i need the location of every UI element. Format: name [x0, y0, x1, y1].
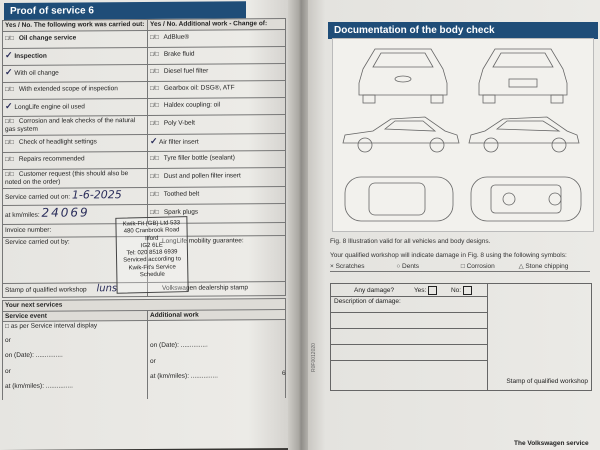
- mileage-value: 24069: [41, 205, 90, 220]
- footer-text: The Volkswagen service: [514, 440, 589, 447]
- work-row: ✓ With oil change: [3, 64, 148, 82]
- symbol-scratches: × Scratches: [330, 263, 365, 270]
- additional-row: □/□ Diesel fuel filter: [148, 63, 286, 81]
- additional-work-cell: on (Date): ............... or at (km/miles): ...............: [148, 320, 286, 399]
- signature: luns: [96, 282, 118, 295]
- longlife-cell: LongLife mobility guarantee:: [148, 235, 286, 282]
- service-event-header: Service event: [3, 310, 148, 322]
- work-row: ✓ LongLife engine oil used: [3, 98, 148, 116]
- tick-mark: ✓: [150, 136, 158, 147]
- description-cell: Description of damage:: [331, 297, 488, 313]
- fig-caption: Fig. 8 Illustration valid for all vehicles and body designs.: [330, 238, 491, 245]
- yes-checkbox[interactable]: [428, 286, 437, 295]
- service-event-cell: □ as per Service interval display or on (Date): ............... or at (km/miles): ...............: [3, 320, 148, 399]
- additional-row: □/□ Tyre filler bottle (sealant): [148, 150, 286, 168]
- work-row: □/□ Customer request (this should also be noted on the order): [3, 168, 148, 188]
- col-left-header: Yes / No. The following work was carried out:: [3, 19, 148, 31]
- stamp-label-cell: Stamp of qualified workshop luns: [3, 282, 148, 297]
- col-right-header: Yes / No. Additional work - Change of:: [148, 19, 286, 30]
- damage-table: [330, 283, 592, 391]
- page-number: 6: [282, 370, 286, 378]
- additional-row: ✓ Air filter insert: [148, 133, 286, 151]
- work-row: □/□ Check of headlight settings: [3, 134, 148, 152]
- next-services-title: Your next services: [3, 299, 286, 311]
- next-services-table: [2, 298, 286, 399]
- work-row: □/□ Corrosion and leak checks of the natural gas system: [3, 115, 148, 135]
- description-line: [331, 345, 488, 361]
- side-code: R0F0012020: [311, 343, 317, 372]
- additional-row: □/□ Spark plugs: [148, 203, 286, 223]
- dealer-stamp-cell: Volkswagen dealership stamp: [148, 281, 286, 296]
- work-row: □/□ With extended scope of inspection: [3, 81, 148, 99]
- workshop-stamp-cell: Stamp of qualified workshop: [488, 284, 592, 391]
- additional-work-header: Additional work: [148, 309, 286, 320]
- car-outlines-illustration: [333, 39, 593, 231]
- page-title: Proof of service 6: [4, 1, 246, 20]
- additional-row: □/□ Haldex coupling: oil: [148, 97, 286, 115]
- work-row: □/□ Repairs recommended: [3, 151, 148, 169]
- tick-mark: ✓: [5, 67, 13, 78]
- symbols-intro: Your qualified workshop will indicate damage in Fig. 8 using the following symbols:: [330, 252, 567, 259]
- symbol-dents: ○ Dents: [396, 263, 420, 270]
- vehicle-diagram: [332, 38, 594, 232]
- left-page: [0, 0, 292, 450]
- additional-row: □/□ Toothed belt: [148, 186, 286, 204]
- body-check-title: Documentation of the body check: [328, 22, 598, 39]
- any-damage-cell: Any damage? Yes: No:: [331, 284, 488, 297]
- workshop-stamp: Kwik-Fit (GB) Ltd 533 480 Cranbrook Road Ilford IG2 6LE Tel: 020 8518 6939 Serviced according to Kwik-Fit's Service Schedule: [115, 216, 188, 294]
- invoice-cell: Invoice number:: [3, 222, 286, 237]
- additional-row: □/□ Gearbox oil: DSG®, ATF: [148, 80, 286, 98]
- service-date-cell: Service carried out on: 1-6-2025: [3, 187, 148, 205]
- additional-row: □/□ AdBlue®: [148, 29, 286, 47]
- service-by-cell: Service carried out by:: [3, 236, 148, 283]
- additional-row: □/□ Brake fluid: [148, 46, 286, 64]
- description-line: [331, 361, 488, 391]
- additional-row: □/□ Dust and pollen filter insert: [148, 167, 286, 187]
- right-page: [308, 0, 600, 450]
- additional-row: □/□ Poly V-belt: [148, 114, 286, 134]
- work-row: □/□ Oil change service: [3, 30, 148, 48]
- mileage-cell: at km/miles: 24069: [3, 204, 148, 224]
- work-row: ✓ Inspection: [3, 47, 148, 65]
- service-date-value: 1-6-2025: [71, 187, 122, 202]
- symbol-legend: [330, 262, 590, 272]
- description-line: [331, 329, 488, 345]
- symbol-corrosion: □ Corrosion: [460, 263, 495, 270]
- symbol-stone-chipping: △ Stone chipping: [518, 263, 569, 270]
- description-line: [331, 313, 488, 329]
- no-checkbox[interactable]: [463, 286, 472, 295]
- tick-mark: ✓: [5, 50, 13, 61]
- tick-mark: ✓: [5, 101, 13, 112]
